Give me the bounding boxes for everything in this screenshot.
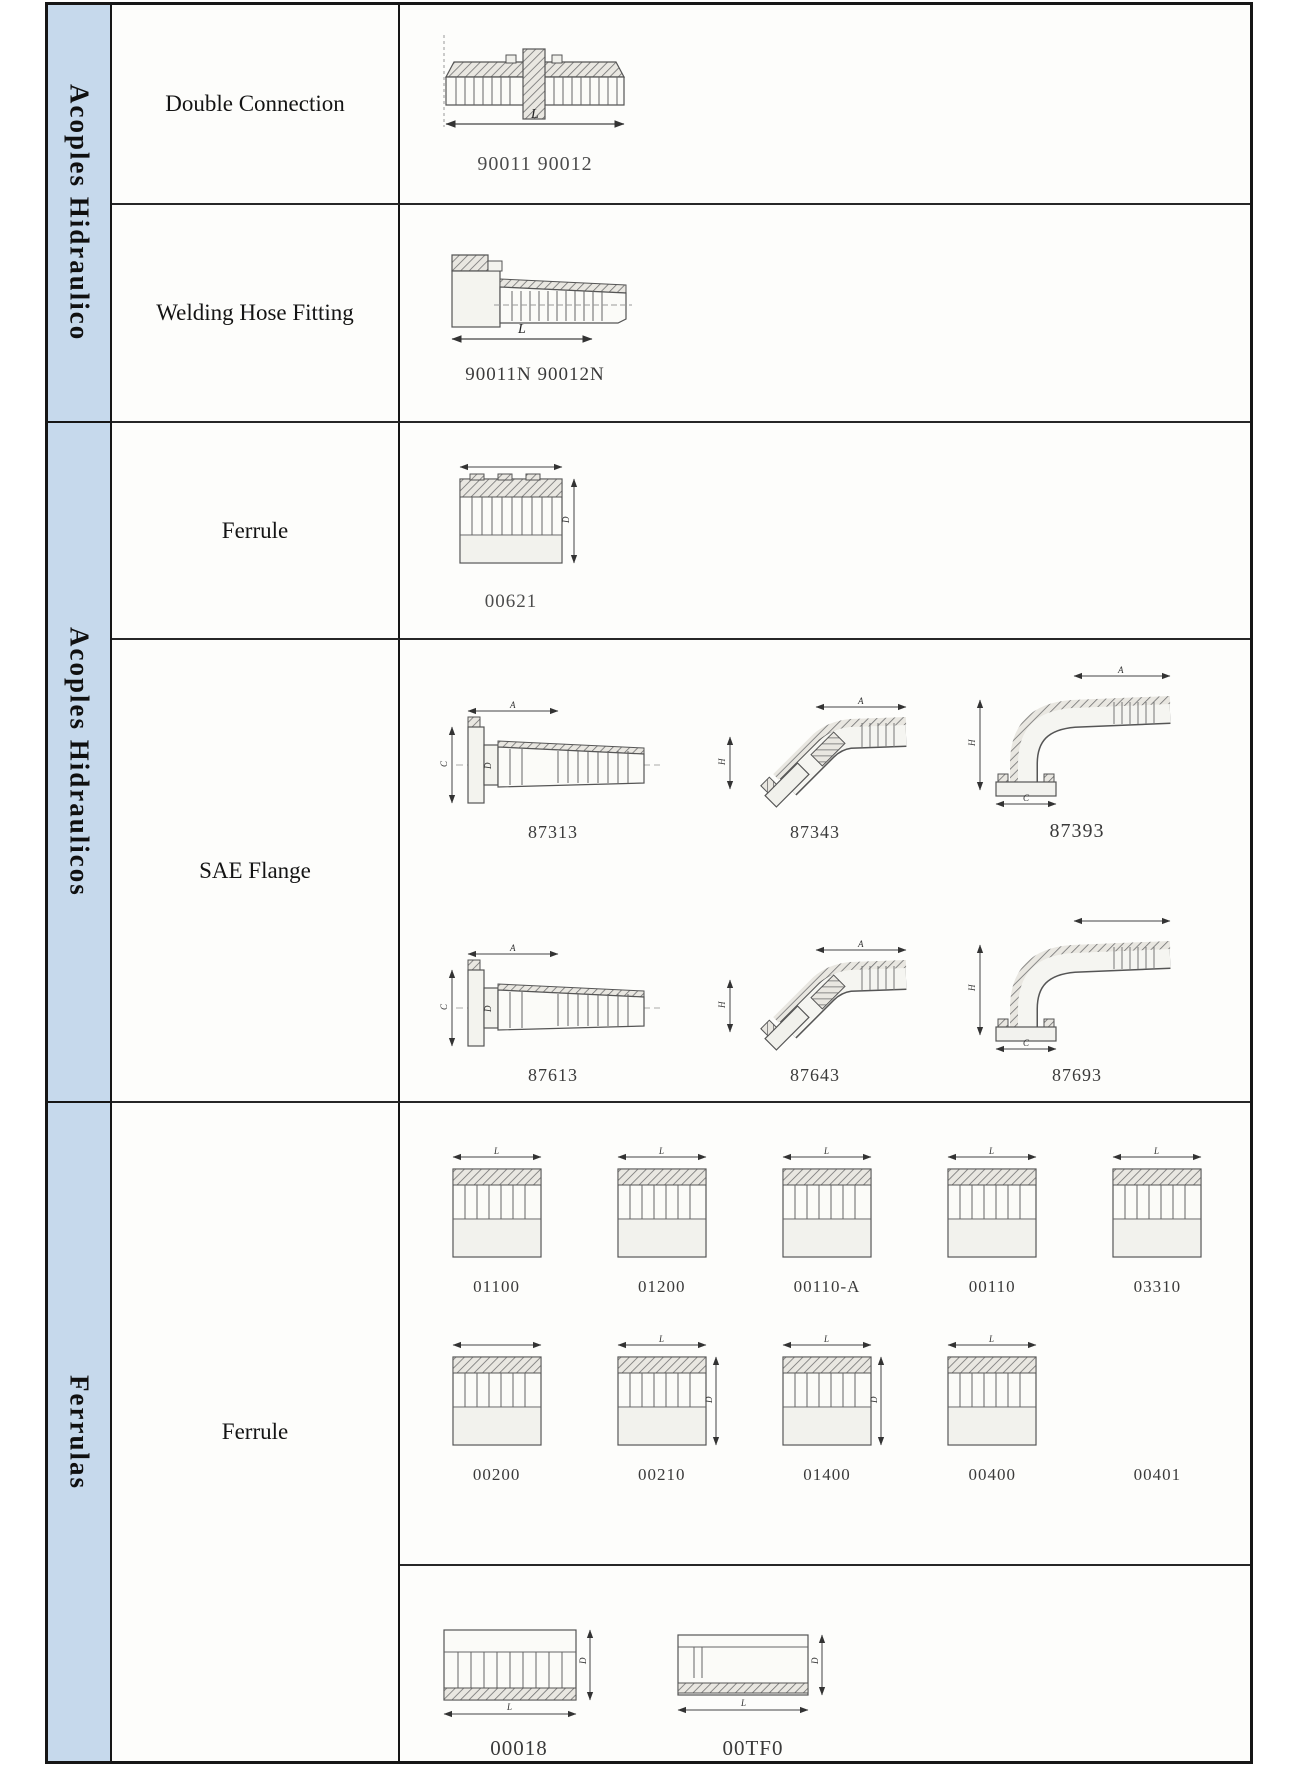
drawing-00018 — [424, 1600, 614, 1761]
name-cell-ferrule — [112, 423, 400, 640]
drawing-87343 — [684, 691, 946, 843]
dim-label-C: C — [439, 1003, 449, 1010]
technical-drawing — [430, 233, 640, 353]
part-number: 87643 — [790, 1065, 840, 1085]
drawing-87643 — [684, 934, 946, 1086]
drawing-01400 — [767, 1333, 887, 1485]
dim-label-A: A — [510, 944, 516, 953]
part-number: 00401 — [1133, 1465, 1182, 1484]
dim-label-D: D — [483, 1005, 493, 1012]
technical-drawing — [932, 1145, 1052, 1270]
drawing-cell-ferrules-bottom — [400, 1566, 1250, 1761]
dim-label-L: L — [823, 1334, 829, 1344]
drawing-87613 — [422, 944, 684, 1086]
drawing-cell-ferrule-single — [400, 423, 1250, 640]
drawing-welding-hose-fitting — [430, 233, 640, 386]
drawing-00400 — [932, 1333, 1052, 1485]
dim-label-L: L — [493, 1146, 499, 1156]
group-cell-acoples-hidraulico — [48, 5, 112, 423]
drawing-cell-sae-flange — [400, 640, 1250, 1103]
technical-drawing — [602, 1145, 722, 1270]
dim-label-C: C — [1023, 793, 1030, 803]
sae-flange-row-1 — [422, 664, 1250, 843]
technical-drawing — [438, 701, 668, 811]
part-number: 01400 — [803, 1465, 851, 1484]
ferrule-row-2 — [414, 1333, 1240, 1485]
dim-label-L: L — [989, 1146, 995, 1156]
part-number: 00018 — [490, 1736, 548, 1760]
group-label: Acoples Hidraulico — [64, 84, 95, 342]
part-number: 87693 — [1052, 1065, 1102, 1085]
drawing-00110 — [932, 1145, 1052, 1297]
dim-label-H: H — [717, 1001, 727, 1008]
part-number: 87613 — [528, 1065, 578, 1085]
part-number: 87343 — [790, 822, 840, 842]
product-name: SAE Flange — [199, 857, 311, 883]
group-label: Acoples Hidraulicos — [64, 627, 95, 897]
product-name: Double Connection — [165, 91, 345, 116]
dim-label-L: L — [741, 1698, 747, 1708]
dim-label-A: A — [858, 696, 864, 706]
empty-drawing-slot — [1097, 1338, 1217, 1463]
dim-label-L: L — [823, 1146, 829, 1156]
dim-label-D: D — [561, 516, 571, 523]
dim-label-L: L — [658, 1146, 664, 1156]
dim-label-A: A — [510, 701, 516, 710]
drawing-01200 — [602, 1145, 722, 1297]
sae-flange-row-2 — [422, 909, 1250, 1086]
dim-label-D: D — [810, 1657, 820, 1664]
part-number: 90011N 90012N — [465, 364, 605, 385]
drawing-87313 — [422, 701, 684, 843]
drawing-03310 — [1097, 1145, 1217, 1297]
part-number: 00200 — [472, 1465, 521, 1484]
part-number: 01100 — [473, 1277, 521, 1296]
product-catalog-table — [45, 2, 1253, 1764]
part-number: 00621 — [484, 591, 538, 612]
drawing-01100 — [437, 1145, 557, 1297]
technical-drawing — [932, 1333, 1052, 1458]
dim-label-D: D — [483, 762, 493, 769]
drawing-cell-ferrules — [400, 1103, 1250, 1566]
group-cell-acoples-hidraulicos — [48, 423, 112, 1103]
part-number: 01200 — [638, 1277, 686, 1296]
drawing-00210 — [602, 1333, 722, 1485]
technical-drawing — [700, 934, 930, 1054]
part-number: 00110 — [968, 1277, 1016, 1296]
part-number: 90011 90012 — [477, 153, 593, 175]
technical-drawing — [430, 27, 640, 142]
dim-label-C: C — [1023, 1038, 1030, 1048]
dim-label-L: L — [658, 1334, 664, 1344]
ferrule-row-1 — [414, 1145, 1240, 1297]
part-00401-label-only — [1097, 1338, 1217, 1485]
part-number: 00210 — [638, 1465, 686, 1484]
dim-label-L: L — [518, 322, 526, 337]
drawing-00200 — [437, 1333, 557, 1485]
drawing-double-connection — [430, 27, 640, 176]
dim-label-D: D — [868, 1396, 879, 1403]
name-cell-double-connection — [112, 5, 400, 205]
technical-drawing — [602, 1333, 722, 1458]
name-cell-welding-hose-fitting — [112, 205, 400, 423]
drawing-cell-welding-hose-fitting — [400, 205, 1250, 423]
part-number: 03310 — [1133, 1277, 1182, 1296]
technical-drawing — [437, 1333, 557, 1458]
dim-label-L: L — [1154, 1146, 1160, 1156]
product-name: Ferrule — [221, 1419, 289, 1444]
dim-label-D: D — [703, 1396, 714, 1403]
technical-drawing — [767, 1145, 887, 1270]
dim-label-D: D — [578, 1657, 588, 1664]
dim-label-A: A — [1118, 665, 1124, 675]
dim-label-L: L — [989, 1334, 995, 1344]
group-cell-ferrulas — [48, 1103, 112, 1761]
technical-drawing — [1097, 1145, 1217, 1270]
part-number: 00TF0 — [722, 1736, 784, 1760]
dim-label-L: L — [531, 107, 539, 122]
dim-label-A: A — [858, 939, 864, 949]
part-number: 87313 — [528, 822, 578, 842]
drawing-87393 — [946, 664, 1208, 843]
drawing-00TF0 — [658, 1600, 848, 1761]
dim-label-H: H — [717, 758, 727, 765]
technical-drawing — [436, 455, 586, 580]
technical-drawing — [437, 1145, 557, 1270]
name-cell-sae-flange — [112, 640, 400, 1103]
product-name: Ferrule — [221, 517, 289, 543]
technical-drawing — [767, 1333, 887, 1458]
technical-drawing — [962, 909, 1192, 1054]
dim-label-C: C — [439, 760, 449, 767]
dim-label-L: L — [507, 1702, 513, 1712]
dim-label-H: H — [967, 984, 977, 991]
drawing-cell-double-connection — [400, 5, 1250, 205]
technical-drawing — [438, 944, 668, 1054]
technical-drawing — [424, 1600, 614, 1725]
product-name: Welding Hose Fitting — [156, 300, 354, 325]
part-number: 87393 — [1049, 820, 1105, 842]
dim-label-H: H — [967, 739, 977, 746]
drawing-87693 — [946, 909, 1208, 1086]
part-number: 00400 — [968, 1465, 1016, 1484]
name-cell-ferrule-multi — [112, 1103, 400, 1761]
drawing-00110-A — [767, 1145, 887, 1297]
technical-drawing — [962, 664, 1192, 809]
drawing-ferrule-00621 — [436, 455, 586, 613]
group-label: Ferrulas — [64, 1374, 95, 1490]
technical-drawing — [658, 1600, 848, 1725]
technical-drawing — [700, 691, 930, 811]
part-number: 00110-A — [793, 1277, 861, 1296]
